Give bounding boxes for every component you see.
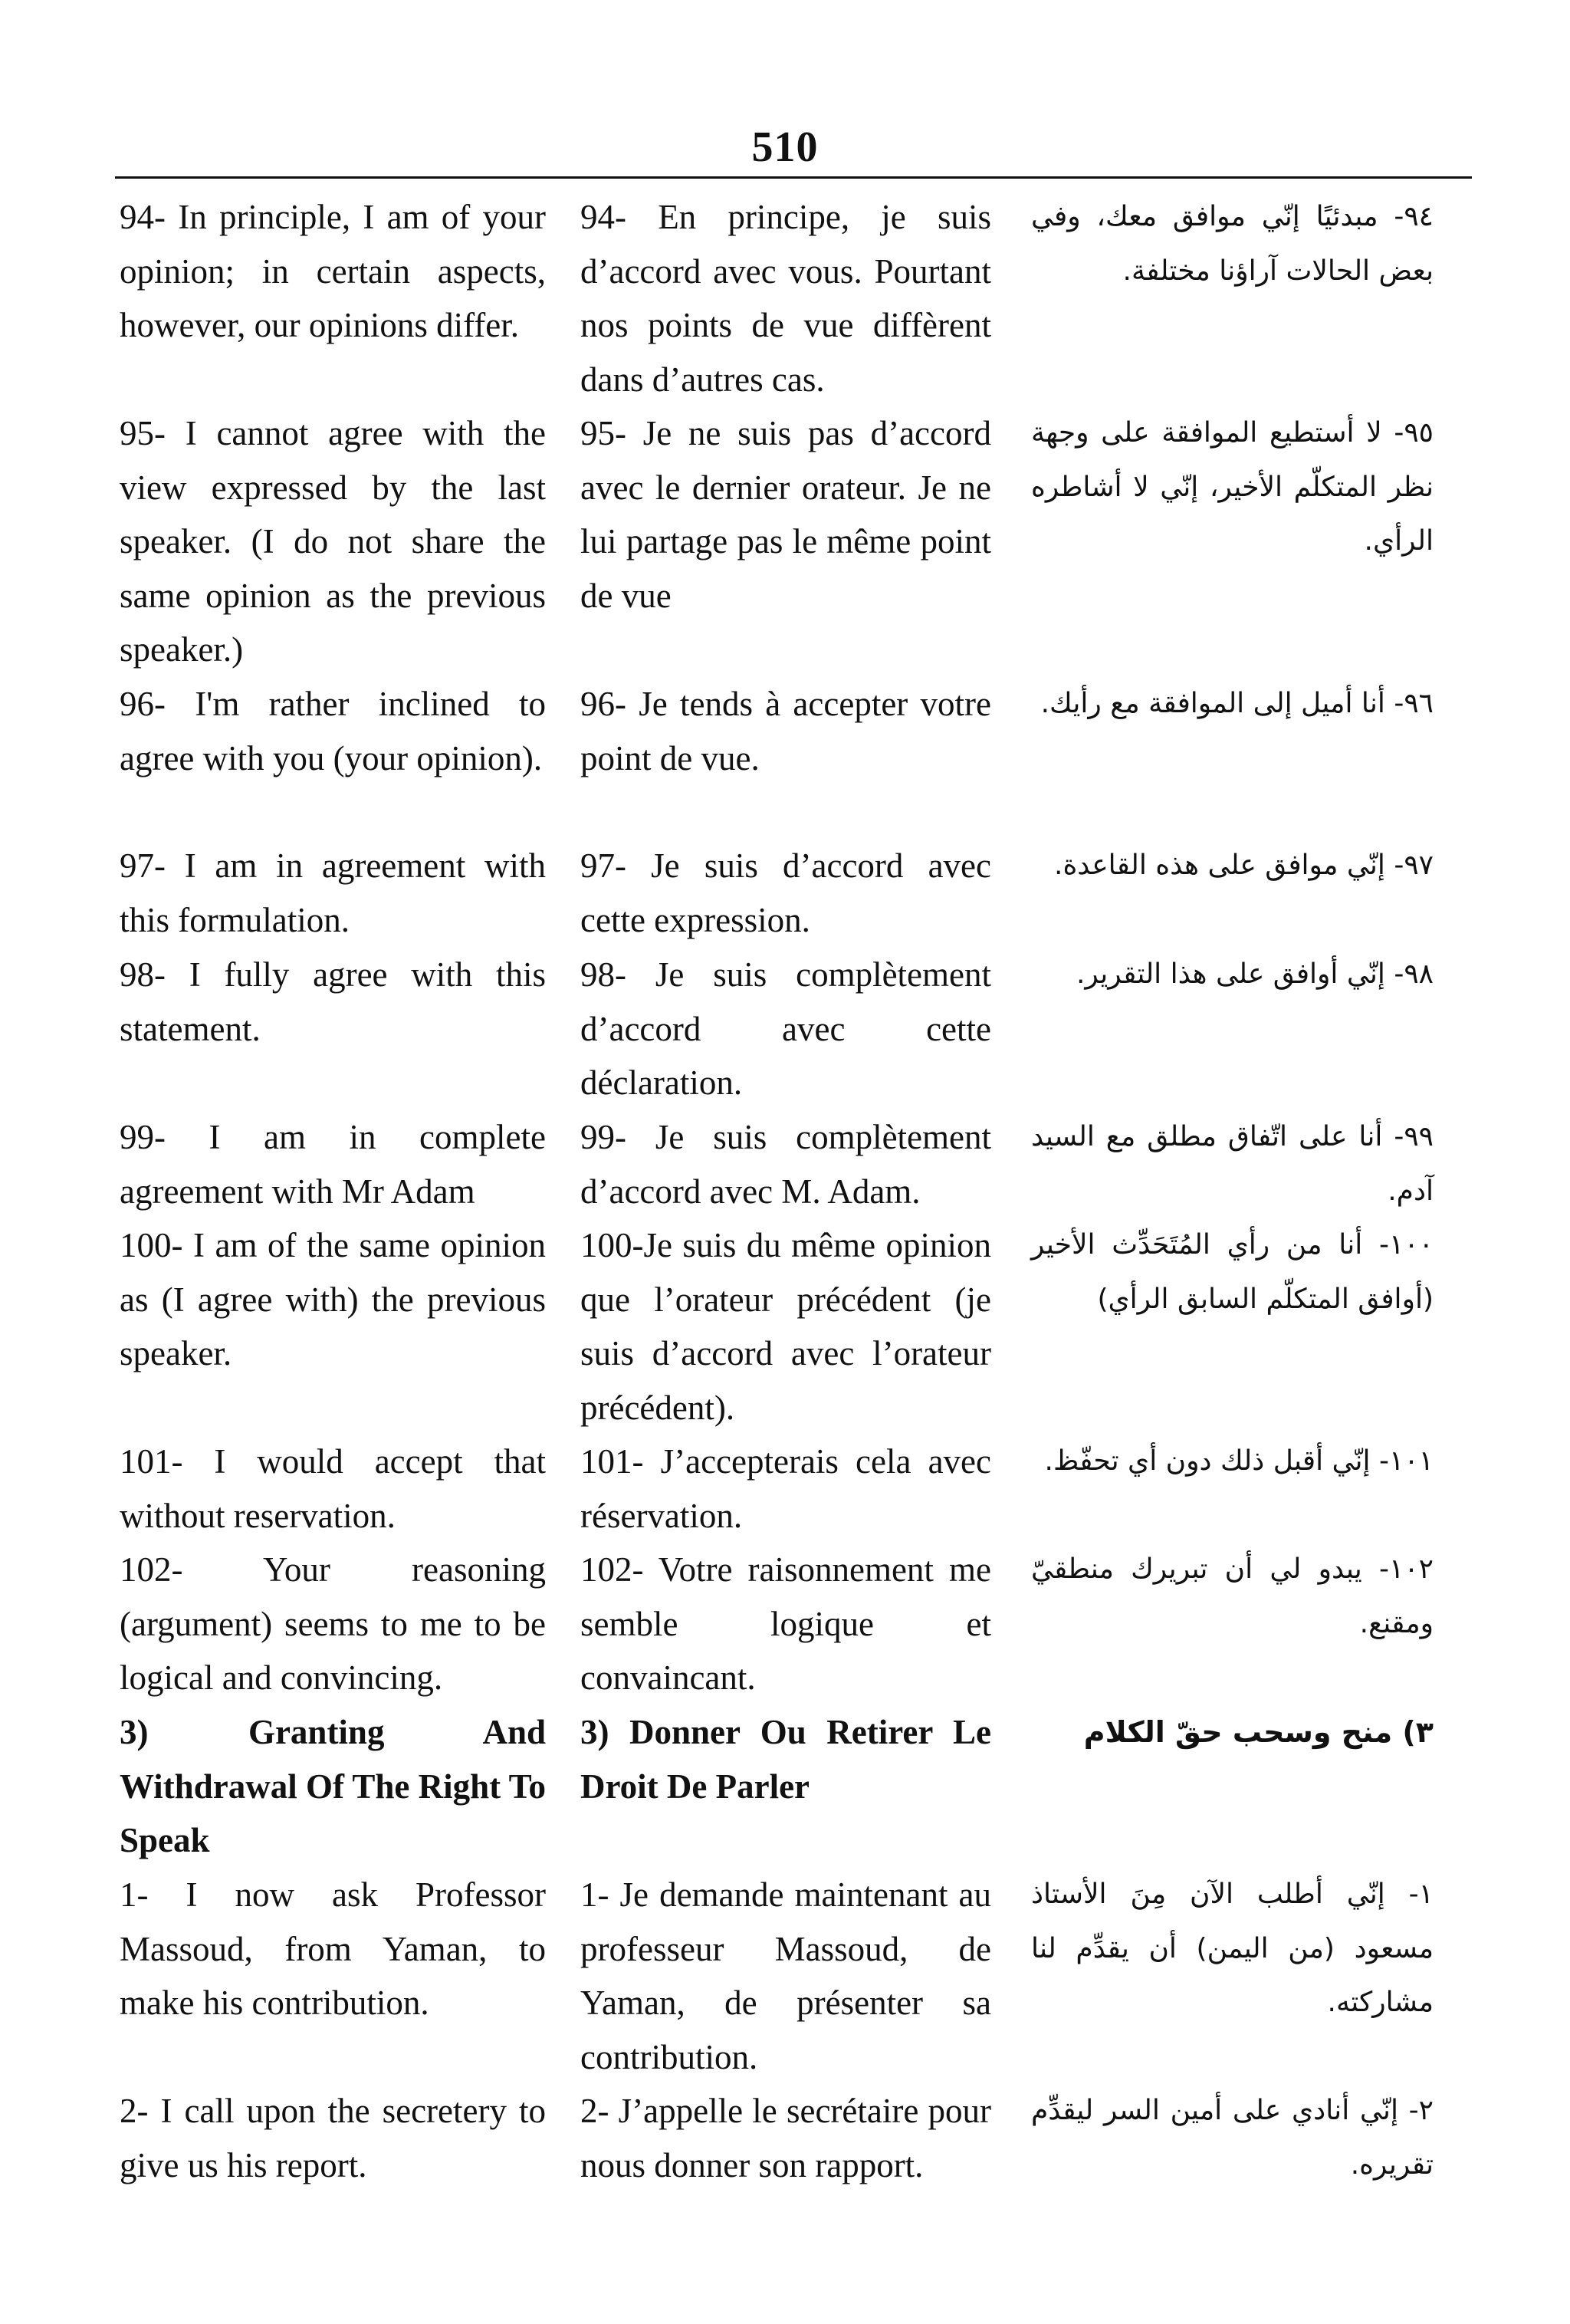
- entry-ar-98: ٩٨- إنّي أوافق على هذا التقرير.: [1076, 958, 1434, 990]
- entry-fr-97: 97- Je suis d’accord avec cette expression.: [580, 846, 991, 939]
- header-rule: [115, 176, 1472, 179]
- entry-ar-100: ١٠٠- أنا من رأي المُتَحَدِّث الأخير (أوافق المتكلّم السابق الرأي): [1031, 1229, 1434, 1315]
- entry-en-97: 97- I am in agreement with this formulation.: [120, 846, 546, 939]
- entry-fr-2: 2- J’appelle le secrétaire pour nous donner son rapport.: [580, 2092, 991, 2184]
- entry-en-1: 1- I now ask Professor Massoud, from Yaman, to make his contribution.: [120, 1875, 546, 2022]
- entry-fr-102: 102- Votre raisonnement me semble logique et convaincant.: [580, 1550, 991, 1697]
- entry-en-99: 99- I am in complete agreement with Mr Adam: [120, 1118, 546, 1211]
- entry-ar-95: ٩٥- لا أستطيع الموافقة على وجهة نظر المتكلّم الأخير، إنّي لا أشاطره الرأي.: [1031, 417, 1434, 557]
- entry-en-100: 100- I am of the same opinion as (I agree with) the previous speaker.: [120, 1226, 546, 1372]
- entry-fr-95: 95- Je ne suis pas d’accord avec le dernier orateur. Je ne lui partage pas le même point de vue: [580, 414, 991, 615]
- entry-en-102: 102- Your reasoning (argument) seems to me to be logical and convincing.: [120, 1550, 546, 1697]
- section-heading-en: 3) Granting And Withdrawal Of The Right To Speak: [120, 1713, 546, 1859]
- entry-en-95: 95- I cannot agree with the view expressed by the last speaker. (I do not share the same opinion as the previous speaker.): [120, 414, 546, 669]
- entry-fr-94: 94- En principe, je suis d’accord avec vous. Pourtant nos points de vue diffèrent dans d’autres cas.: [580, 198, 991, 399]
- entry-fr-100: 100-Je suis du même opinion que l’orateur précédent (je suis d’accord avec l’orateur précédent).: [580, 1226, 991, 1427]
- entry-ar-94: ٩٤- مبدئيًا إنّي موافق معك، وفي بعض الحالات آراؤنا مختلفة.: [1031, 201, 1434, 287]
- entry-en-94: 94- In principle, I am of your opinion; in certain aspects, however, our opinions differ.: [120, 198, 546, 344]
- entry-fr-96: 96- Je tends à accepter votre point de vue.: [580, 685, 991, 777]
- section-heading-ar: ٣) منح وسحب حقّ الكلام: [1083, 1715, 1434, 1749]
- entry-fr-98: 98- Je suis complètement d’accord avec cette déclaration.: [580, 955, 991, 1102]
- entry-fr-99: 99- Je suis complètement d’accord avec M. Adam.: [580, 1118, 991, 1211]
- entry-ar-1: ١- إنّي أطلب الآن مِنَ الأستاذ مسعود (من اليمن) أن يقدِّم لنا مشاركته.: [1031, 1879, 1434, 2018]
- page-number: 510: [751, 123, 819, 171]
- entry-en-101: 101- I would accept that without reservation.: [120, 1442, 546, 1535]
- entry-ar-99: ٩٩- أنا على اتّفاق مطلق مع السيد آدم.: [1031, 1121, 1434, 1207]
- entry-en-98: 98- I fully agree with this statement.: [120, 955, 546, 1048]
- entry-fr-1: 1- Je demande maintenant au professeur Massoud, de Yaman, de présenter sa contribution.: [580, 1875, 991, 2076]
- entry-ar-2: ٢- إنّي أنادي على أمين السر ليقدِّم تقريره.: [1031, 2095, 1434, 2181]
- entry-en-2: 2- I call upon the secretery to give us his report.: [120, 2092, 546, 2184]
- entry-ar-102: ١٠٢- يبدو لي أن تبريرك منطقيّ ومقنع.: [1031, 1553, 1434, 1639]
- entry-ar-101: ١٠١- إنّي أقبل ذلك دون أي تحفّظ.: [1044, 1445, 1434, 1477]
- section-heading-fr: 3) Donner Ou Retirer Le Droit De Parler: [580, 1713, 991, 1806]
- entry-ar-96: ٩٦- أنا أميل إلى الموافقة مع رأيك.: [1040, 688, 1434, 719]
- entry-ar-97: ٩٧- إنّي موافق على هذه القاعدة.: [1054, 850, 1434, 881]
- entry-en-96: 96- I'm rather inclined to agree with you (your opinion).: [120, 685, 546, 777]
- entry-fr-101: 101- J’accepterais cela avec réservation.: [580, 1442, 991, 1535]
